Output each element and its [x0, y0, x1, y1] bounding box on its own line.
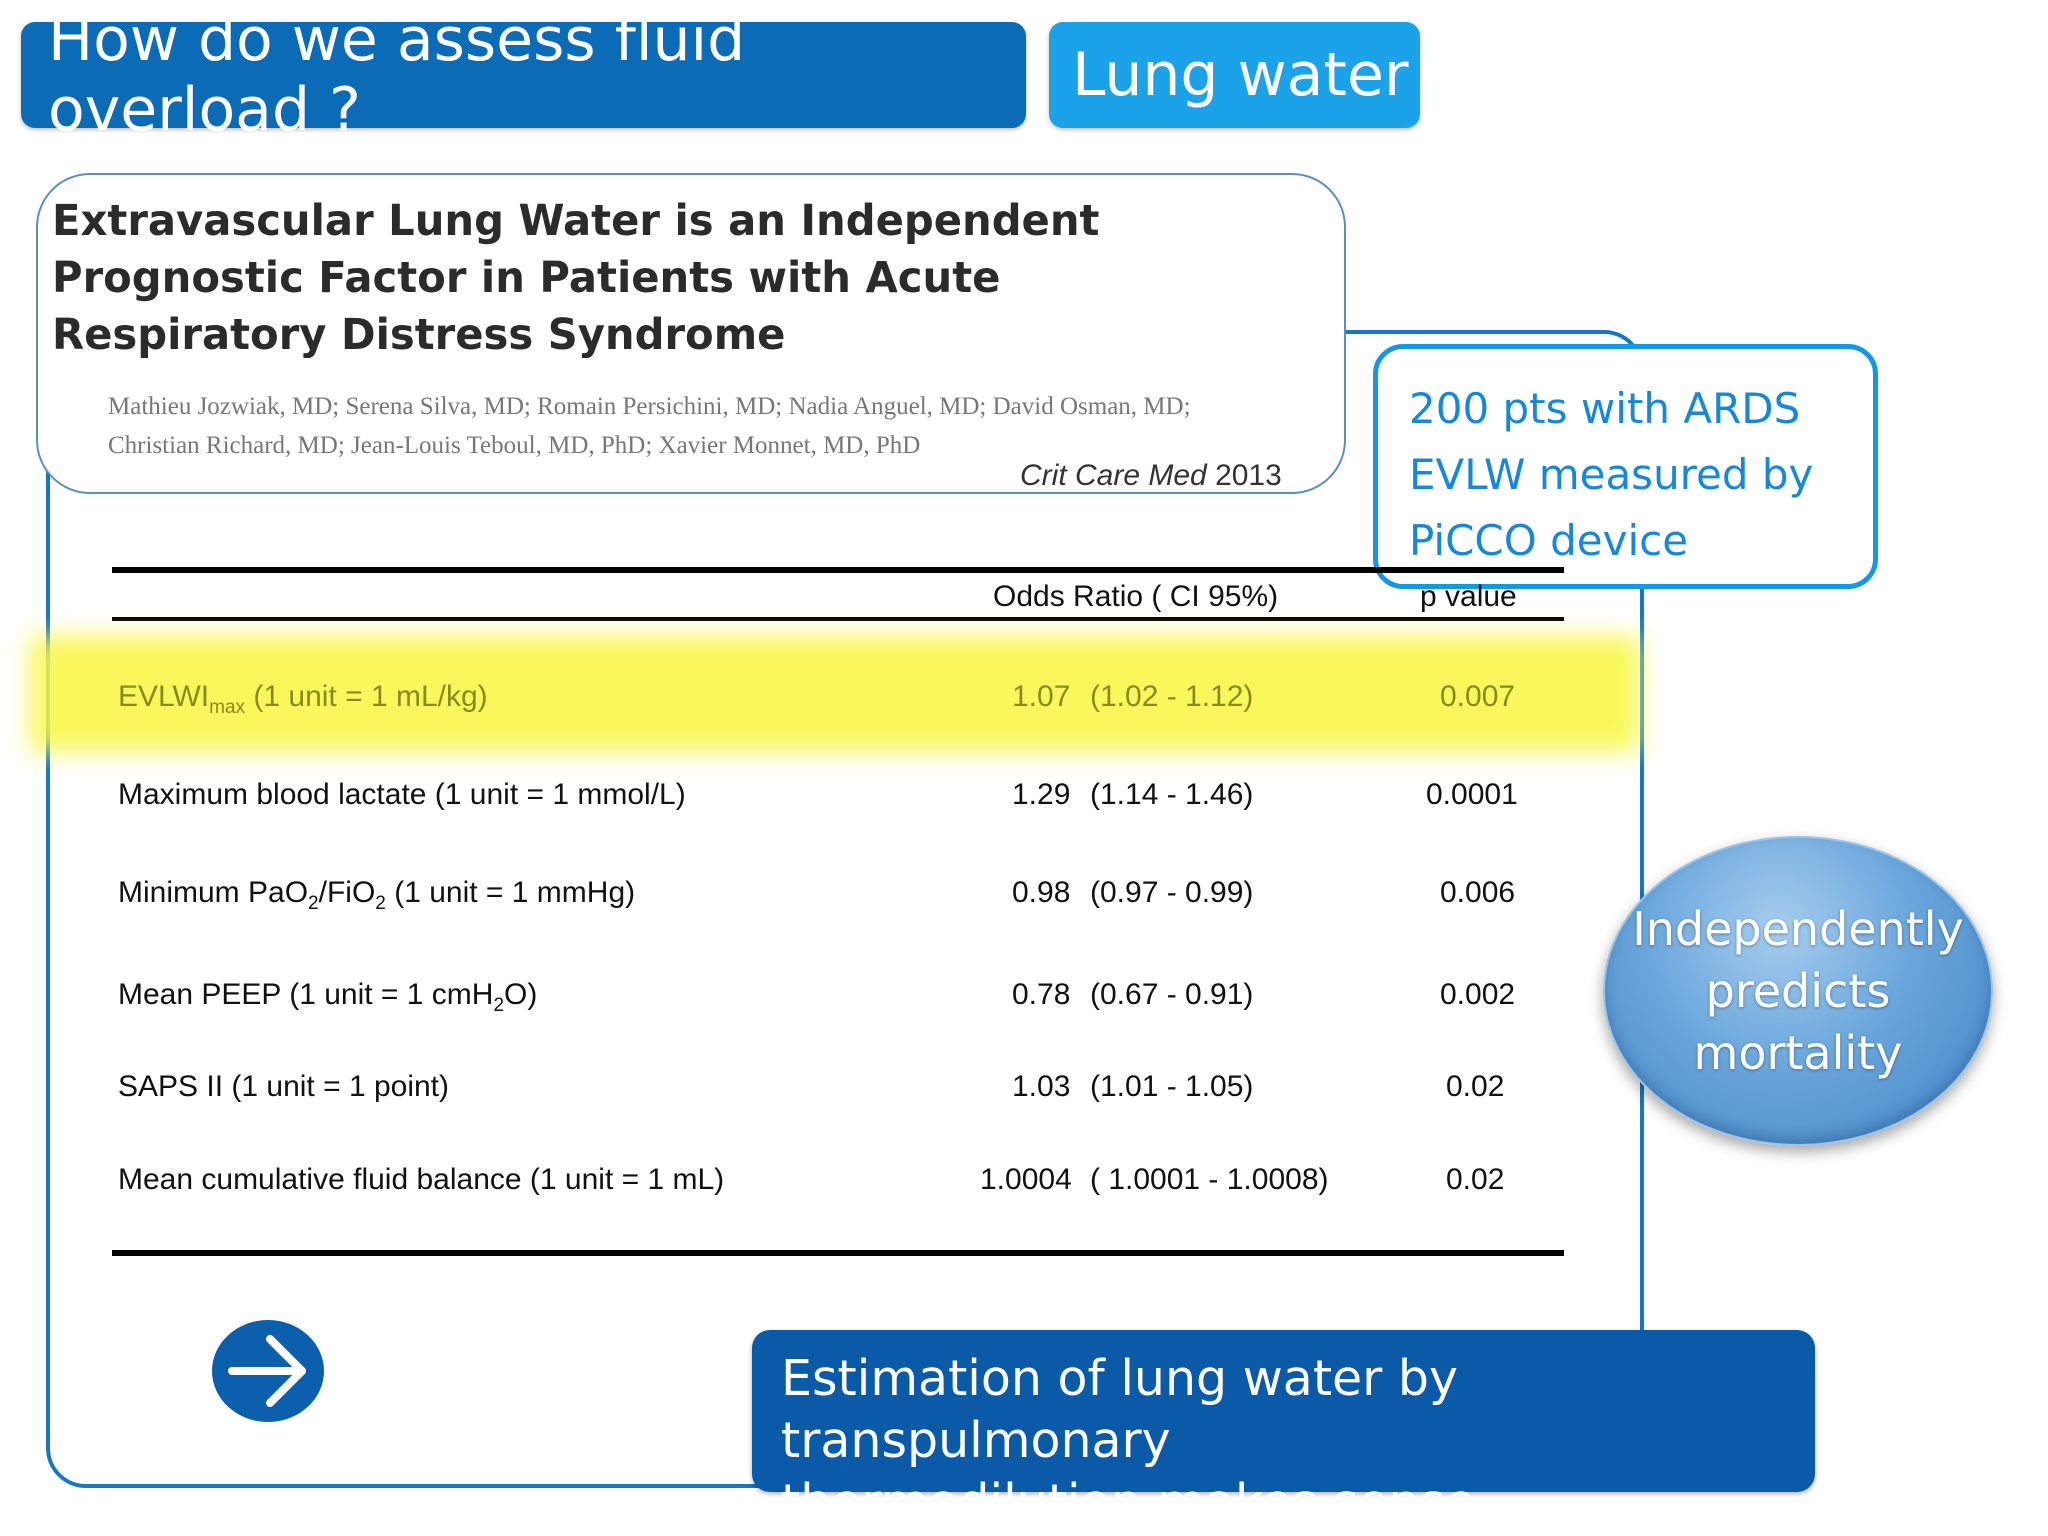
row-p-value: 0.007 — [1440, 680, 1516, 713]
paper-authors — [108, 387, 1328, 465]
arrow-right-icon — [212, 1320, 324, 1422]
row-ci: ( 1.0001 - 1.0008) — [1090, 1163, 1329, 1196]
table-bottom-rule — [112, 1250, 1564, 1256]
row-odds-ratio: 0.78 — [1012, 978, 1071, 1011]
conclusion-line: thermodilution makes sense — [781, 1474, 1476, 1531]
conclusion-banner — [752, 1330, 1815, 1531]
row-p-value: 0.02 — [1446, 1070, 1505, 1103]
paper-title-line: Prognostic Factor in Patients with Acute — [52, 253, 1001, 303]
slide-title — [21, 5, 1026, 145]
paper-citation — [1020, 459, 1282, 493]
journal-year: 2013 — [1215, 459, 1282, 492]
row-odds-ratio: 1.03 — [1012, 1070, 1071, 1103]
row-label: $EVLWI_{max}$ (1 unit = 1 mL/kg) — [118, 680, 488, 718]
table-header-rule — [112, 617, 1564, 621]
bubble-line: Independently — [1632, 902, 1964, 956]
row-odds-ratio: 1.0004 — [980, 1163, 1072, 1196]
paper-authors-line: Mathieu Jozwiak, MD; Serena Silva, MD; Romain Persichini, MD; Nadia Anguel, MD; David Osman, MD; — [108, 393, 1191, 420]
row-label: Minimum PaO$_2$/FiO$_2$ (1 unit = 1 mmHg) — [118, 876, 636, 914]
conclusion-line: Estimation of lung water by transpulmonary — [781, 1350, 1459, 1469]
header-odds-ratio: Odds Ratio ( CI 95%) — [993, 580, 1279, 613]
bubble-line: predicts — [1705, 964, 1891, 1018]
row-p-value: 0.006 — [1440, 876, 1516, 909]
table-row — [0, 1163, 2048, 1203]
journal-name: Crit Care Med — [1020, 459, 1207, 492]
row-label: Mean cumulative fluid balance (1 unit = 1 mL) — [118, 1163, 725, 1196]
table-row — [0, 680, 2048, 720]
paper-title-line: Extravascular Lung Water is an Independent — [52, 196, 1100, 246]
row-ci: (1.14 - 1.46) — [1090, 778, 1254, 811]
row-p-value: 0.02 — [1446, 1163, 1505, 1196]
paper-authors-line: Christian Richard, MD; Jean-Louis Teboul, MD, PhD; Xavier Monnet, MD, PhD — [108, 432, 921, 459]
header-p-value: p value — [1420, 580, 1517, 613]
row-p-value: 0.0001 — [1426, 778, 1518, 811]
arrow-right-circle-icon — [212, 1320, 324, 1422]
table-top-rule — [112, 567, 1564, 573]
callout-line: 200 pts with ARDS — [1409, 384, 1801, 433]
row-ci: (0.97 - 0.99) — [1090, 876, 1254, 909]
row-odds-ratio: 1.29 — [1012, 778, 1071, 811]
row-odds-ratio: 1.07 — [1012, 680, 1071, 713]
mortality-bubble — [1603, 836, 1993, 1146]
slide-subtitle — [1049, 22, 1420, 128]
row-ci: (0.67 - 0.91) — [1090, 978, 1254, 1011]
paper-title-line: Respiratory Distress Syndrome — [52, 310, 786, 360]
callout-line: PiCCO device — [1409, 516, 1689, 565]
row-p-value: 0.002 — [1440, 978, 1516, 1011]
study-callout — [1373, 344, 1878, 589]
row-ci: (1.02 - 1.12) — [1090, 680, 1254, 713]
callout-line: EVLW measured by — [1409, 450, 1814, 499]
row-ci: (1.01 - 1.05) — [1090, 1070, 1254, 1103]
bubble-line: mortality — [1693, 1026, 1903, 1080]
row-label: Maximum blood lactate (1 unit = 1 mmol/L) — [118, 778, 686, 811]
table-row — [0, 778, 2048, 818]
slide-title-text: How do we assess fluid overload ? — [48, 5, 746, 145]
row-label: SAPS II (1 unit = 1 point) — [118, 1070, 450, 1103]
row-odds-ratio: 0.98 — [1012, 876, 1071, 909]
slide-subtitle-text: Lung water — [1072, 40, 1409, 110]
paper-title — [52, 193, 1100, 364]
row-label: Mean PEEP (1 unit = 1 cmH$_2$O) — [118, 978, 538, 1016]
